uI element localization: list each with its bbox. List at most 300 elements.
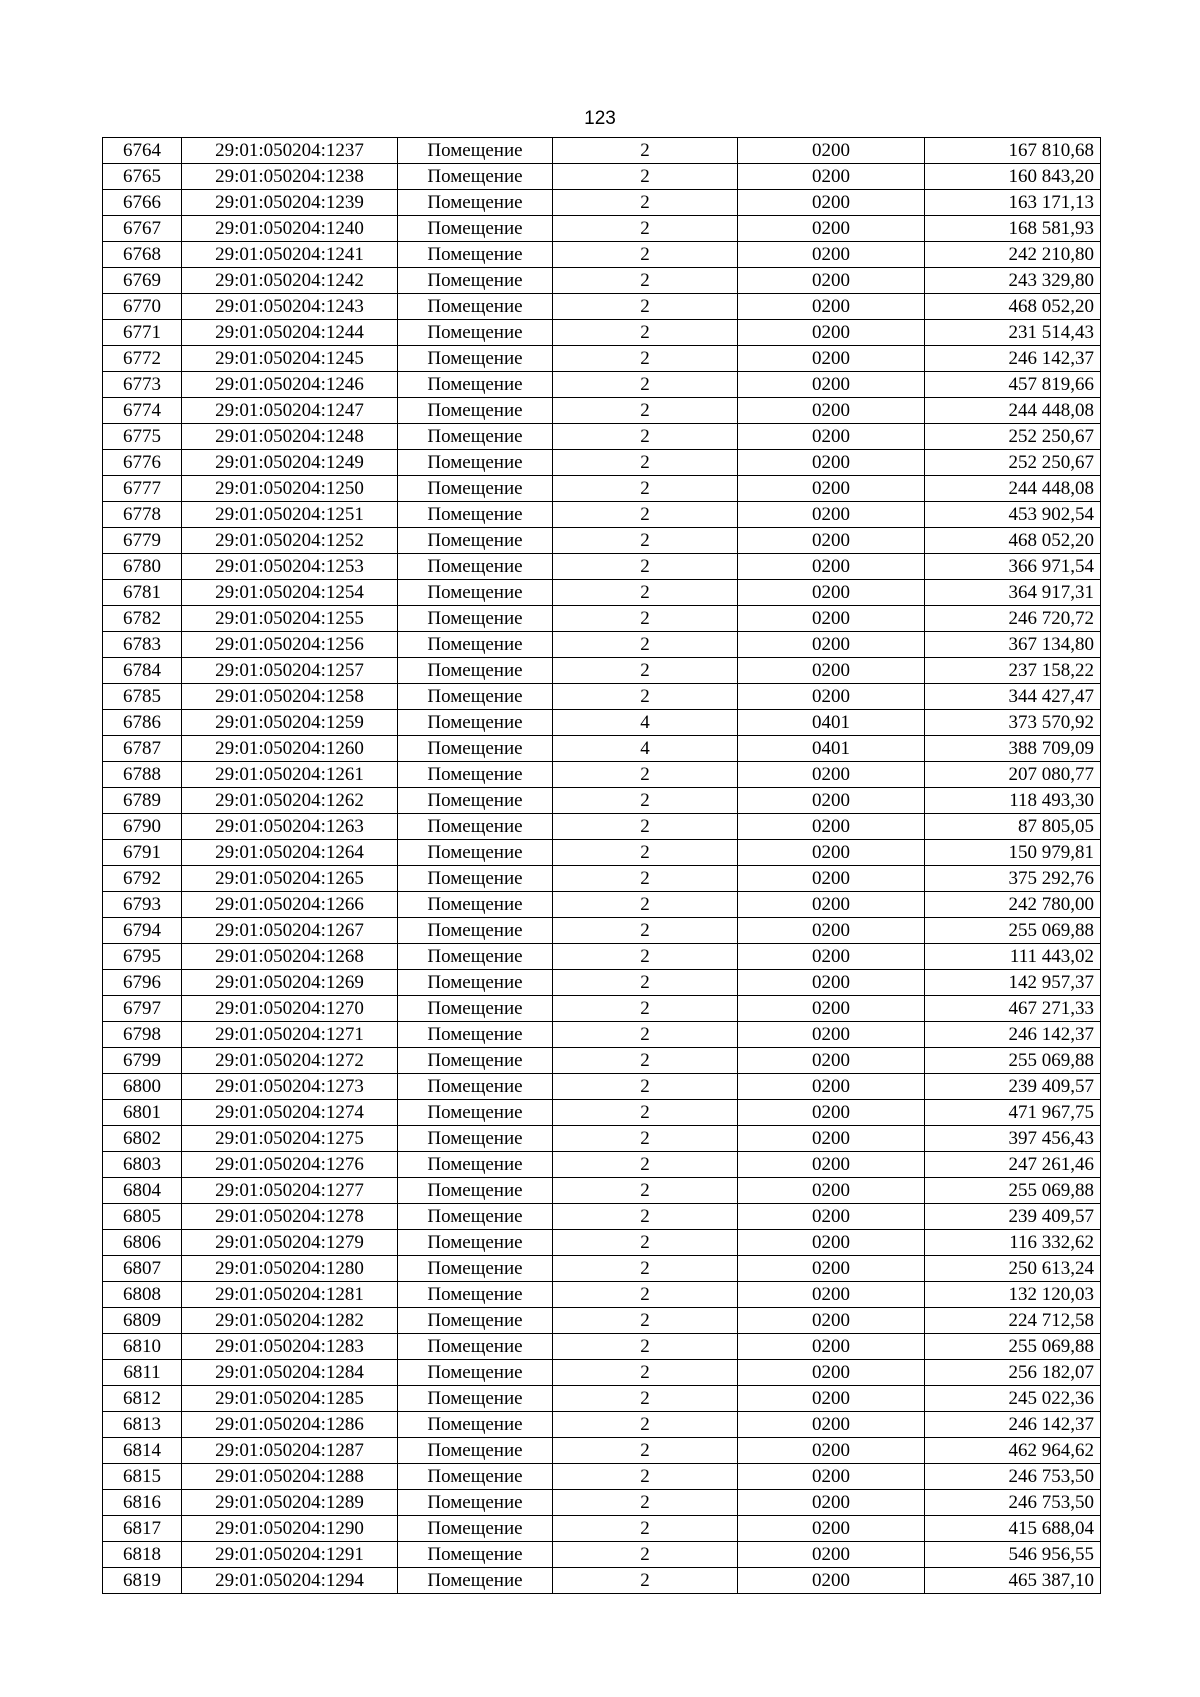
table-row <box>103 1100 1101 1126</box>
cell-floor: 2 <box>553 762 738 788</box>
cell-code: 0200 <box>738 1100 925 1126</box>
cell-code: 0200 <box>738 320 925 346</box>
cell-code: 0200 <box>738 1282 925 1308</box>
cell-code: 0200 <box>738 1022 925 1048</box>
table-row <box>103 502 1101 528</box>
cell-code: 0200 <box>738 450 925 476</box>
cell-code: 0200 <box>738 1126 925 1152</box>
cell-floor: 2 <box>553 1100 738 1126</box>
cell-cadastral-value: 344 427,47 <box>925 684 1101 710</box>
cell-cadastral-value: 242 780,00 <box>925 892 1101 918</box>
cell-cadastral-number: 29:01:050204:1241 <box>182 242 398 268</box>
cell-object-type: Помещение <box>398 840 553 866</box>
cell-code: 0200 <box>738 398 925 424</box>
cell-cadastral-value: 111 443,02 <box>925 944 1101 970</box>
cell-cadastral-value: 150 979,81 <box>925 840 1101 866</box>
cell-row-number: 6775 <box>103 424 182 450</box>
cell-object-type: Помещение <box>398 580 553 606</box>
cell-cadastral-value: 546 956,55 <box>925 1542 1101 1568</box>
cell-floor: 2 <box>553 892 738 918</box>
cell-cadastral-value: 160 843,20 <box>925 164 1101 190</box>
cell-floor: 2 <box>553 918 738 944</box>
cell-cadastral-value: 465 387,10 <box>925 1568 1101 1594</box>
cell-object-type: Помещение <box>398 554 553 580</box>
cell-code: 0200 <box>738 1204 925 1230</box>
table-row <box>103 1568 1101 1594</box>
cell-cadastral-value: 457 819,66 <box>925 372 1101 398</box>
cell-row-number: 6812 <box>103 1386 182 1412</box>
cell-floor: 2 <box>553 1022 738 1048</box>
cell-floor: 2 <box>553 476 738 502</box>
cell-floor: 2 <box>553 320 738 346</box>
cell-floor: 2 <box>553 1282 738 1308</box>
cell-row-number: 6764 <box>103 138 182 164</box>
cell-row-number: 6785 <box>103 684 182 710</box>
cell-object-type: Помещение <box>398 632 553 658</box>
cell-floor: 2 <box>553 1178 738 1204</box>
table-row <box>103 710 1101 736</box>
cell-row-number: 6771 <box>103 320 182 346</box>
table-row <box>103 1542 1101 1568</box>
cell-cadastral-value: 415 688,04 <box>925 1516 1101 1542</box>
cell-cadastral-number: 29:01:050204:1283 <box>182 1334 398 1360</box>
cell-cadastral-number: 29:01:050204:1239 <box>182 190 398 216</box>
cell-object-type: Помещение <box>398 1048 553 1074</box>
cell-code: 0200 <box>738 268 925 294</box>
cell-object-type: Помещение <box>398 1074 553 1100</box>
table-row <box>103 1022 1101 1048</box>
cell-cadastral-number: 29:01:050204:1256 <box>182 632 398 658</box>
cell-cadastral-number: 29:01:050204:1264 <box>182 840 398 866</box>
cell-row-number: 6808 <box>103 1282 182 1308</box>
cell-cadastral-number: 29:01:050204:1288 <box>182 1464 398 1490</box>
cell-object-type: Помещение <box>398 320 553 346</box>
cell-row-number: 6793 <box>103 892 182 918</box>
table-row <box>103 554 1101 580</box>
cell-object-type: Помещение <box>398 372 553 398</box>
cell-cadastral-value: 246 720,72 <box>925 606 1101 632</box>
cell-code: 0200 <box>738 528 925 554</box>
cell-object-type: Помещение <box>398 528 553 554</box>
table-row <box>103 1230 1101 1256</box>
cell-cadastral-value: 367 134,80 <box>925 632 1101 658</box>
cell-cadastral-number: 29:01:050204:1282 <box>182 1308 398 1334</box>
table-row <box>103 1308 1101 1334</box>
cell-object-type: Помещение <box>398 502 553 528</box>
cell-cadastral-value: 252 250,67 <box>925 450 1101 476</box>
cell-cadastral-value: 239 409,57 <box>925 1204 1101 1230</box>
cell-cadastral-number: 29:01:050204:1294 <box>182 1568 398 1594</box>
cell-object-type: Помещение <box>398 1516 553 1542</box>
cell-object-type: Помещение <box>398 1360 553 1386</box>
cell-object-type: Помещение <box>398 606 553 632</box>
cell-floor: 2 <box>553 1386 738 1412</box>
cell-floor: 2 <box>553 866 738 892</box>
table-row <box>103 320 1101 346</box>
cell-code: 0200 <box>738 294 925 320</box>
cell-row-number: 6815 <box>103 1464 182 1490</box>
cell-code: 0200 <box>738 1490 925 1516</box>
cell-cadastral-value: 244 448,08 <box>925 398 1101 424</box>
cell-cadastral-number: 29:01:050204:1263 <box>182 814 398 840</box>
cell-object-type: Помещение <box>398 1438 553 1464</box>
cell-cadastral-value: 87 805,05 <box>925 814 1101 840</box>
cell-floor: 2 <box>553 1230 738 1256</box>
cell-cadastral-number: 29:01:050204:1251 <box>182 502 398 528</box>
cell-row-number: 6783 <box>103 632 182 658</box>
table-row <box>103 216 1101 242</box>
cell-cadastral-number: 29:01:050204:1245 <box>182 346 398 372</box>
cell-object-type: Помещение <box>398 710 553 736</box>
cell-cadastral-number: 29:01:050204:1285 <box>182 1386 398 1412</box>
cell-object-type: Помещение <box>398 450 553 476</box>
table-row <box>103 476 1101 502</box>
cell-cadastral-value: 373 570,92 <box>925 710 1101 736</box>
cell-cadastral-number: 29:01:050204:1278 <box>182 1204 398 1230</box>
cell-cadastral-value: 255 069,88 <box>925 1178 1101 1204</box>
cell-floor: 2 <box>553 1412 738 1438</box>
cell-cadastral-value: 255 069,88 <box>925 918 1101 944</box>
cell-cadastral-number: 29:01:050204:1291 <box>182 1542 398 1568</box>
cell-cadastral-value: 388 709,09 <box>925 736 1101 762</box>
cell-object-type: Помещение <box>398 1464 553 1490</box>
cell-code: 0200 <box>738 424 925 450</box>
cell-floor: 2 <box>553 242 738 268</box>
table-row <box>103 762 1101 788</box>
cell-floor: 2 <box>553 372 738 398</box>
cell-object-type: Помещение <box>398 1230 553 1256</box>
cell-floor: 2 <box>553 1256 738 1282</box>
cell-floor: 2 <box>553 996 738 1022</box>
cell-cadastral-number: 29:01:050204:1268 <box>182 944 398 970</box>
cell-row-number: 6767 <box>103 216 182 242</box>
table-row <box>103 1490 1101 1516</box>
cell-row-number: 6792 <box>103 866 182 892</box>
cell-cadastral-number: 29:01:050204:1284 <box>182 1360 398 1386</box>
cell-code: 0200 <box>738 1308 925 1334</box>
cell-object-type: Помещение <box>398 996 553 1022</box>
cell-code: 0200 <box>738 866 925 892</box>
cell-row-number: 6814 <box>103 1438 182 1464</box>
cell-cadastral-value: 256 182,07 <box>925 1360 1101 1386</box>
cell-object-type: Помещение <box>398 138 553 164</box>
cell-row-number: 6804 <box>103 1178 182 1204</box>
cell-object-type: Помещение <box>398 944 553 970</box>
cell-object-type: Помещение <box>398 866 553 892</box>
cell-cadastral-number: 29:01:050204:1259 <box>182 710 398 736</box>
cell-floor: 2 <box>553 190 738 216</box>
cell-floor: 2 <box>553 788 738 814</box>
cell-code: 0200 <box>738 1438 925 1464</box>
cell-code: 0200 <box>738 580 925 606</box>
cell-cadastral-number: 29:01:050204:1265 <box>182 866 398 892</box>
cell-code: 0200 <box>738 346 925 372</box>
cell-object-type: Помещение <box>398 1490 553 1516</box>
table-row <box>103 606 1101 632</box>
cell-object-type: Помещение <box>398 1152 553 1178</box>
cell-code: 0200 <box>738 1178 925 1204</box>
cell-code: 0200 <box>738 1360 925 1386</box>
cell-row-number: 6795 <box>103 944 182 970</box>
cell-row-number: 6788 <box>103 762 182 788</box>
table-row <box>103 580 1101 606</box>
cell-code: 0200 <box>738 372 925 398</box>
cell-cadastral-value: 239 409,57 <box>925 1074 1101 1100</box>
cell-floor: 2 <box>553 944 738 970</box>
table-row <box>103 918 1101 944</box>
cell-object-type: Помещение <box>398 398 553 424</box>
cell-object-type: Помещение <box>398 1568 553 1594</box>
cell-row-number: 6774 <box>103 398 182 424</box>
cell-cadastral-value: 116 332,62 <box>925 1230 1101 1256</box>
cell-cadastral-value: 224 712,58 <box>925 1308 1101 1334</box>
table-row <box>103 372 1101 398</box>
cell-cadastral-value: 142 957,37 <box>925 970 1101 996</box>
cell-row-number: 6789 <box>103 788 182 814</box>
cell-floor: 2 <box>553 294 738 320</box>
cell-floor: 2 <box>553 1074 738 1100</box>
cell-code: 0401 <box>738 710 925 736</box>
cell-object-type: Помещение <box>398 346 553 372</box>
cell-cadastral-value: 237 158,22 <box>925 658 1101 684</box>
cell-cadastral-value: 243 329,80 <box>925 268 1101 294</box>
cell-code: 0200 <box>738 138 925 164</box>
cell-floor: 2 <box>553 1516 738 1542</box>
cell-row-number: 6790 <box>103 814 182 840</box>
cell-row-number: 6777 <box>103 476 182 502</box>
cell-row-number: 6779 <box>103 528 182 554</box>
cell-floor: 2 <box>553 164 738 190</box>
cell-cadastral-number: 29:01:050204:1237 <box>182 138 398 164</box>
table-row <box>103 138 1101 164</box>
cell-cadastral-value: 255 069,88 <box>925 1048 1101 1074</box>
cell-cadastral-value: 167 810,68 <box>925 138 1101 164</box>
table-row <box>103 1126 1101 1152</box>
cell-cadastral-value: 246 753,50 <box>925 1464 1101 1490</box>
cell-floor: 2 <box>553 632 738 658</box>
cell-code: 0200 <box>738 606 925 632</box>
cell-cadastral-value: 246 142,37 <box>925 1022 1101 1048</box>
cell-code: 0200 <box>738 840 925 866</box>
cell-object-type: Помещение <box>398 788 553 814</box>
cell-code: 0200 <box>738 684 925 710</box>
cell-row-number: 6819 <box>103 1568 182 1594</box>
cell-object-type: Помещение <box>398 970 553 996</box>
cell-row-number: 6805 <box>103 1204 182 1230</box>
cell-row-number: 6766 <box>103 190 182 216</box>
cell-cadastral-value: 245 022,36 <box>925 1386 1101 1412</box>
cell-cadastral-number: 29:01:050204:1260 <box>182 736 398 762</box>
cell-cadastral-number: 29:01:050204:1252 <box>182 528 398 554</box>
cell-cadastral-number: 29:01:050204:1277 <box>182 1178 398 1204</box>
cell-cadastral-number: 29:01:050204:1289 <box>182 1490 398 1516</box>
table-row <box>103 1464 1101 1490</box>
cell-cadastral-number: 29:01:050204:1261 <box>182 762 398 788</box>
cell-floor: 2 <box>553 1152 738 1178</box>
cell-code: 0200 <box>738 1074 925 1100</box>
cell-row-number: 6776 <box>103 450 182 476</box>
cell-code: 0200 <box>738 658 925 684</box>
cell-code: 0200 <box>738 1152 925 1178</box>
cell-code: 0200 <box>738 814 925 840</box>
cell-object-type: Помещение <box>398 1256 553 1282</box>
cell-row-number: 6773 <box>103 372 182 398</box>
cell-cadastral-value: 397 456,43 <box>925 1126 1101 1152</box>
table-row <box>103 398 1101 424</box>
cell-object-type: Помещение <box>398 1386 553 1412</box>
page-number: 123 <box>584 108 616 129</box>
cell-cadastral-number: 29:01:050204:1275 <box>182 1126 398 1152</box>
cell-cadastral-number: 29:01:050204:1249 <box>182 450 398 476</box>
cell-code: 0200 <box>738 632 925 658</box>
cell-floor: 2 <box>553 216 738 242</box>
table-row <box>103 970 1101 996</box>
cell-cadastral-value: 375 292,76 <box>925 866 1101 892</box>
cell-row-number: 6806 <box>103 1230 182 1256</box>
cell-object-type: Помещение <box>398 190 553 216</box>
table-row <box>103 1360 1101 1386</box>
cell-cadastral-number: 29:01:050204:1253 <box>182 554 398 580</box>
cell-cadastral-number: 29:01:050204:1250 <box>182 476 398 502</box>
table-row <box>103 1438 1101 1464</box>
cell-code: 0200 <box>738 216 925 242</box>
cell-row-number: 6799 <box>103 1048 182 1074</box>
cell-cadastral-number: 29:01:050204:1279 <box>182 1230 398 1256</box>
cell-row-number: 6801 <box>103 1100 182 1126</box>
table-row <box>103 1204 1101 1230</box>
cell-object-type: Помещение <box>398 1542 553 1568</box>
table-row <box>103 1048 1101 1074</box>
cell-cadastral-value: 246 142,37 <box>925 1412 1101 1438</box>
cell-floor: 2 <box>553 554 738 580</box>
table-row <box>103 1334 1101 1360</box>
cell-row-number: 6807 <box>103 1256 182 1282</box>
cell-floor: 2 <box>553 1438 738 1464</box>
table-row <box>103 814 1101 840</box>
cell-row-number: 6798 <box>103 1022 182 1048</box>
cell-code: 0200 <box>738 788 925 814</box>
cell-cadastral-number: 29:01:050204:1286 <box>182 1412 398 1438</box>
cell-code: 0200 <box>738 1334 925 1360</box>
cell-floor: 2 <box>553 346 738 372</box>
table-row <box>103 1074 1101 1100</box>
cell-cadastral-number: 29:01:050204:1270 <box>182 996 398 1022</box>
cell-cadastral-number: 29:01:050204:1238 <box>182 164 398 190</box>
cell-code: 0200 <box>738 554 925 580</box>
cell-cadastral-number: 29:01:050204:1290 <box>182 1516 398 1542</box>
cell-code: 0200 <box>738 1568 925 1594</box>
cell-object-type: Помещение <box>398 814 553 840</box>
cell-code: 0200 <box>738 1412 925 1438</box>
cell-cadastral-value: 207 080,77 <box>925 762 1101 788</box>
cell-floor: 2 <box>553 1126 738 1152</box>
cell-cadastral-value: 366 971,54 <box>925 554 1101 580</box>
cell-code: 0200 <box>738 1542 925 1568</box>
cell-object-type: Помещение <box>398 424 553 450</box>
cell-code: 0200 <box>738 892 925 918</box>
cell-floor: 2 <box>553 684 738 710</box>
cell-cadastral-number: 29:01:050204:1255 <box>182 606 398 632</box>
cell-floor: 2 <box>553 424 738 450</box>
cell-cadastral-number: 29:01:050204:1271 <box>182 1022 398 1048</box>
cell-cadastral-number: 29:01:050204:1262 <box>182 788 398 814</box>
cell-cadastral-value: 252 250,67 <box>925 424 1101 450</box>
cell-cadastral-value: 118 493,30 <box>925 788 1101 814</box>
cell-cadastral-number: 29:01:050204:1248 <box>182 424 398 450</box>
cell-floor: 2 <box>553 840 738 866</box>
cell-floor: 2 <box>553 1360 738 1386</box>
cell-code: 0200 <box>738 762 925 788</box>
cell-code: 0200 <box>738 1386 925 1412</box>
cell-floor: 2 <box>553 528 738 554</box>
cell-row-number: 6769 <box>103 268 182 294</box>
cell-row-number: 6782 <box>103 606 182 632</box>
cell-code: 0200 <box>738 242 925 268</box>
cell-row-number: 6796 <box>103 970 182 996</box>
cell-cadastral-number: 29:01:050204:1258 <box>182 684 398 710</box>
table-row <box>103 1516 1101 1542</box>
table-row <box>103 1178 1101 1204</box>
cell-code: 0200 <box>738 944 925 970</box>
cell-cadastral-number: 29:01:050204:1287 <box>182 1438 398 1464</box>
table-row <box>103 788 1101 814</box>
cell-floor: 4 <box>553 736 738 762</box>
cell-row-number: 6817 <box>103 1516 182 1542</box>
cell-cadastral-number: 29:01:050204:1273 <box>182 1074 398 1100</box>
cell-object-type: Помещение <box>398 216 553 242</box>
cell-cadastral-number: 29:01:050204:1272 <box>182 1048 398 1074</box>
cell-floor: 2 <box>553 1204 738 1230</box>
cell-cadastral-number: 29:01:050204:1276 <box>182 1152 398 1178</box>
cell-code: 0200 <box>738 502 925 528</box>
cell-cadastral-number: 29:01:050204:1242 <box>182 268 398 294</box>
cell-row-number: 6818 <box>103 1542 182 1568</box>
cell-code: 0200 <box>738 190 925 216</box>
table-row <box>103 1256 1101 1282</box>
cell-code: 0200 <box>738 164 925 190</box>
registry-table-body <box>103 138 1101 1594</box>
table-row <box>103 840 1101 866</box>
cell-code: 0200 <box>738 918 925 944</box>
cell-row-number: 6765 <box>103 164 182 190</box>
cell-cadastral-value: 246 753,50 <box>925 1490 1101 1516</box>
cell-cadastral-number: 29:01:050204:1247 <box>182 398 398 424</box>
cell-cadastral-value: 244 448,08 <box>925 476 1101 502</box>
cell-object-type: Помещение <box>398 918 553 944</box>
cell-cadastral-value: 250 613,24 <box>925 1256 1101 1282</box>
cell-object-type: Помещение <box>398 1282 553 1308</box>
table-row <box>103 242 1101 268</box>
cell-row-number: 6800 <box>103 1074 182 1100</box>
cell-code: 0200 <box>738 1230 925 1256</box>
cell-code: 0200 <box>738 970 925 996</box>
cell-row-number: 6809 <box>103 1308 182 1334</box>
cell-object-type: Помещение <box>398 1126 553 1152</box>
table-row <box>103 294 1101 320</box>
cell-floor: 2 <box>553 502 738 528</box>
table-row <box>103 736 1101 762</box>
table-row <box>103 944 1101 970</box>
cell-object-type: Помещение <box>398 242 553 268</box>
cell-cadastral-number: 29:01:050204:1243 <box>182 294 398 320</box>
table-row <box>103 268 1101 294</box>
cell-row-number: 6786 <box>103 710 182 736</box>
cell-floor: 2 <box>553 814 738 840</box>
cell-cadastral-number: 29:01:050204:1280 <box>182 1256 398 1282</box>
cell-cadastral-value: 471 967,75 <box>925 1100 1101 1126</box>
cell-floor: 2 <box>553 398 738 424</box>
cell-cadastral-number: 29:01:050204:1244 <box>182 320 398 346</box>
